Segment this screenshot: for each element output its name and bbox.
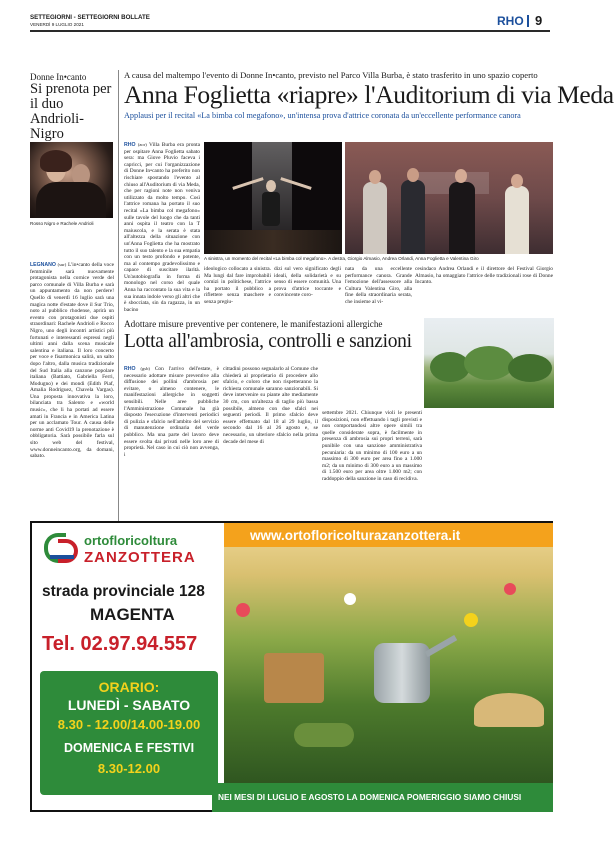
ad-weekday-hours: 8.30 - 12.00/14.00-19.00 <box>57 717 201 732</box>
ad-hours-box <box>40 671 218 795</box>
article1-lead-tag: (aor) <box>137 142 147 147</box>
article1-kicker: A causa del maltempo l'evento di Donne In•canto, previsto nel Parco Villa Burba, è stato trasferito in uno spazio coperto <box>124 70 538 80</box>
ad-address: strada provinciale 128 <box>42 583 205 600</box>
sidebar-divider <box>118 70 119 550</box>
page-number: 9 <box>535 13 543 28</box>
ad-frame <box>30 521 553 812</box>
article1-photo-caption: A sinistra, un momento del recital «La bimba col megafono». A destra, Giorgio Almasio, Andrea Orlandi, Anna Foglietta e Valentina Giro <box>204 256 479 261</box>
ad-phone: Tel. 02.97.94.557 <box>42 633 198 655</box>
article1-col4: nata da una eccellente performance canora. Grande l'emozione dell'assessore alla Cultura Valentina Giro, alla fine della straordinaria serata, che insieme al vi- <box>345 266 412 305</box>
ad-holiday-hours: 8.30-12.00 <box>97 761 161 776</box>
sidebar-title: Si prenota per il duo Andrioli-Nigro <box>30 81 112 142</box>
article1-photo-recital <box>204 142 342 254</box>
sidebar-photo-caption: Rosso Nigro e Rachele Andrioli <box>30 221 94 226</box>
article2-kicker: Adottare misure preventive per contenere, le manifestazioni allergiche <box>124 319 383 329</box>
article2-col2: cittadini possono segnalarlo al Comune che chiederà al proprietario di procedere allo sfalcio, e coloro che non rispetteranno la richiesta comunale saranno sanzionabili. Si deve intervenire su piante alte mediamente 30 cm, con un'altezza di taglio più bassa possibile, almeno con due sfalci nei seguenti periodi. Il primo sfalcio deve essere effettuato dal 18 al 29 luglio, il secondo dal 16 al 26 agosto e, se necessario, un ulteriore sfalcio nella prima decade del mese di <box>223 366 318 445</box>
ad-weekdays: LUNEDÌ - SABATO <box>67 697 191 713</box>
masthead-paper: SETTEGIORNI - SETTEGIORNI BOLLATE <box>30 14 150 21</box>
article1-photo-group <box>345 142 553 254</box>
article2-headline: Lotta all'ambrosia, controlli e sanzioni <box>124 331 412 352</box>
article1-col1 <box>124 142 200 313</box>
ad-logo <box>44 533 78 569</box>
ad-holidays: DOMENICA E FESTIVI <box>63 741 195 755</box>
section-divider <box>527 15 529 27</box>
ad-url: www.ortofloricolturazanzottera.it <box>250 528 461 543</box>
article1-col3: dizi sul vero significato degli ideali, della solidarietà e su senso di essere comunità. Una prova d'attrice toccante e convincente coro- <box>274 266 341 299</box>
ad-banner-text: NEI MESI DI LUGLIO E AGOSTO LA DOMENICA POMERIGGIO SIAMO CHIUSI <box>218 792 522 802</box>
article2-photo-ambrosia <box>424 318 554 408</box>
sidebar-kicker: Donne In•canto <box>30 72 87 82</box>
ad-garden-photo <box>224 523 553 783</box>
sidebar-lead-tag: (sur) <box>57 262 67 267</box>
article1-lead: RHO <box>124 142 136 148</box>
masthead-date: VENERDÌ 9 LUGLIO 2021 <box>30 22 84 27</box>
article1-col1-text: Villa Burba era pronta per ospitare Anna Foglietta sabato sera: ma Giove Pluvio faceva i capricci, per cui l'organizzazione di Donne In•canto ha preferito non rischiare spostando l'evento al chiuso all'Auditorium di via Meda, che per ragioni note non veniva utilizzato da molto tempo. Così l'attrice romana ha portato il suo recital «La bimba col megafono» sulle tavole del luogo che da tanti anni ospita il teatro con la T maiuscola, e la serata è stata all'altezza della situazione con un'Anna Foglietta che ha mostrato tutto il suo talento e la sua empatia con un testo profondo e potente, ma al contempo gradevolissimo e capace di suscitare ilarità. Un'autobiografia in forma di monologo nel corso del quale Anna ha raccontato la sua vita e la sua innata indole verso gli altri che è sbocciata, sin da ragazza, in un bacino <box>124 142 200 313</box>
article2-col1-text: Con l'arrivo dell'estate, è necessario adottare misure preventive alla diffusione dei pollini d'ambrosia per evitare, o almeno contenere, le manifestazioni allergiche in soggetti sensibili. Nelle aree pubbliche l'Amministrazione Comunale ha già disposto l'esecuzione d'interventi periodici di pulizia e sfalcio nell'ambito del servizio di manutenzione ordinaria del verde pubblico. Ma una parte del lavoro deve essere svolta dai privati nelle loro aree di proprietà. Nel caso in cui ciò non avvenga, i <box>124 366 219 458</box>
article1-col5: cesindaco Andrea Orlandi e il direttore del Festival Giorgio Almasio, ha omaggiato l'attrice delle tradizionali rose di Donne Incanto. <box>415 266 553 286</box>
masthead-rule <box>30 30 550 32</box>
sidebar-body <box>30 262 114 550</box>
article1-headline: Anna Foglietta «riapre» l'Auditorium di via Meda <box>124 80 614 109</box>
ad-banner <box>212 783 553 812</box>
ad-hours-title: ORARIO: <box>98 679 160 695</box>
article2-lead-tag: (gsb) <box>140 366 150 371</box>
sidebar-text: L'in•canto della voce femminile sarà nuovamente protagonista nella cornice verde del parco comunale di Villa Burba e sarà un appuntamento da non perdere! Quello di venerdì 16 luglio sarà una magica notte d'estate dove il Sur Trio, noto al pubblico rhodense, aprirà un evento con protagonisti due ospiti straordinari: Rachele Andrioli e Rocco Nigro, uno degli incontri artistici più fortunati e interessanti espressi negli ultimi anni dalla scena musicale salentina e italiana. Il loro concerto per voce e fisarmonica salirà, un salto dopo l'altro, dalla musica tradizionale del Sud Italia alla canzone popolare italiana (Battiato, Gabriella Ferri, Modugno) e dei mondi (Edith Piaf, Amalia Rodriguez, Chavela Vargas). Una proposta innovativa la loro, bilanciata tra Salento e «world music», che li ha portati ad essere amati in Francia e in America Latina per un acclamato Tour. A causa delle norme anti Covid19 la prenotazione è obbligatoria. Sarà possibile farla sul sito web del festival, www.donneincanto.org, da domani, sabato. <box>30 262 114 460</box>
article2-col3: settembre 2021. Chiunque violi le presenti disposizioni, non effettuando i tagli previsti e non comportandosi altre opere simili tra quelle considerate sopra, è facilmente in presenza di ambrosia sui propri terreni, sarà punibile con una sanzione amministrativa pecuniaria: da un minimo di 100 euro a un massimo di 300 euro per area fino a 1.000 m2; da un minimo di 300 euro a un massimo di 1.500 euro per area oltre 1.000 m2; con raddoppio della sanzione in caso di recidiva. <box>322 410 422 482</box>
article2-col1 <box>124 366 219 458</box>
article1-deck: Applausi per il recital «La bimba col megafono», un'intensa prova d'attrice coronata da un'eccellente performance canora <box>124 111 521 120</box>
ad-brand-bottom: ZANZOTTERA <box>84 549 196 566</box>
section-label: RHO <box>497 14 524 28</box>
ad-city: MAGENTA <box>90 605 175 624</box>
article1-col2: ideologico collocato a sinistra. Ma lungi dal fare improbabili comizi in politichese, l'attrice ha portato il pubblico a riflettere senza maschere e senza pregiu- <box>204 266 271 305</box>
ad-brand-top: ortofloricoltura <box>84 533 178 548</box>
sidebar-lead: LEGNANO <box>30 262 56 268</box>
sidebar-photo <box>30 142 113 218</box>
article2-lead: RHO <box>124 366 136 372</box>
